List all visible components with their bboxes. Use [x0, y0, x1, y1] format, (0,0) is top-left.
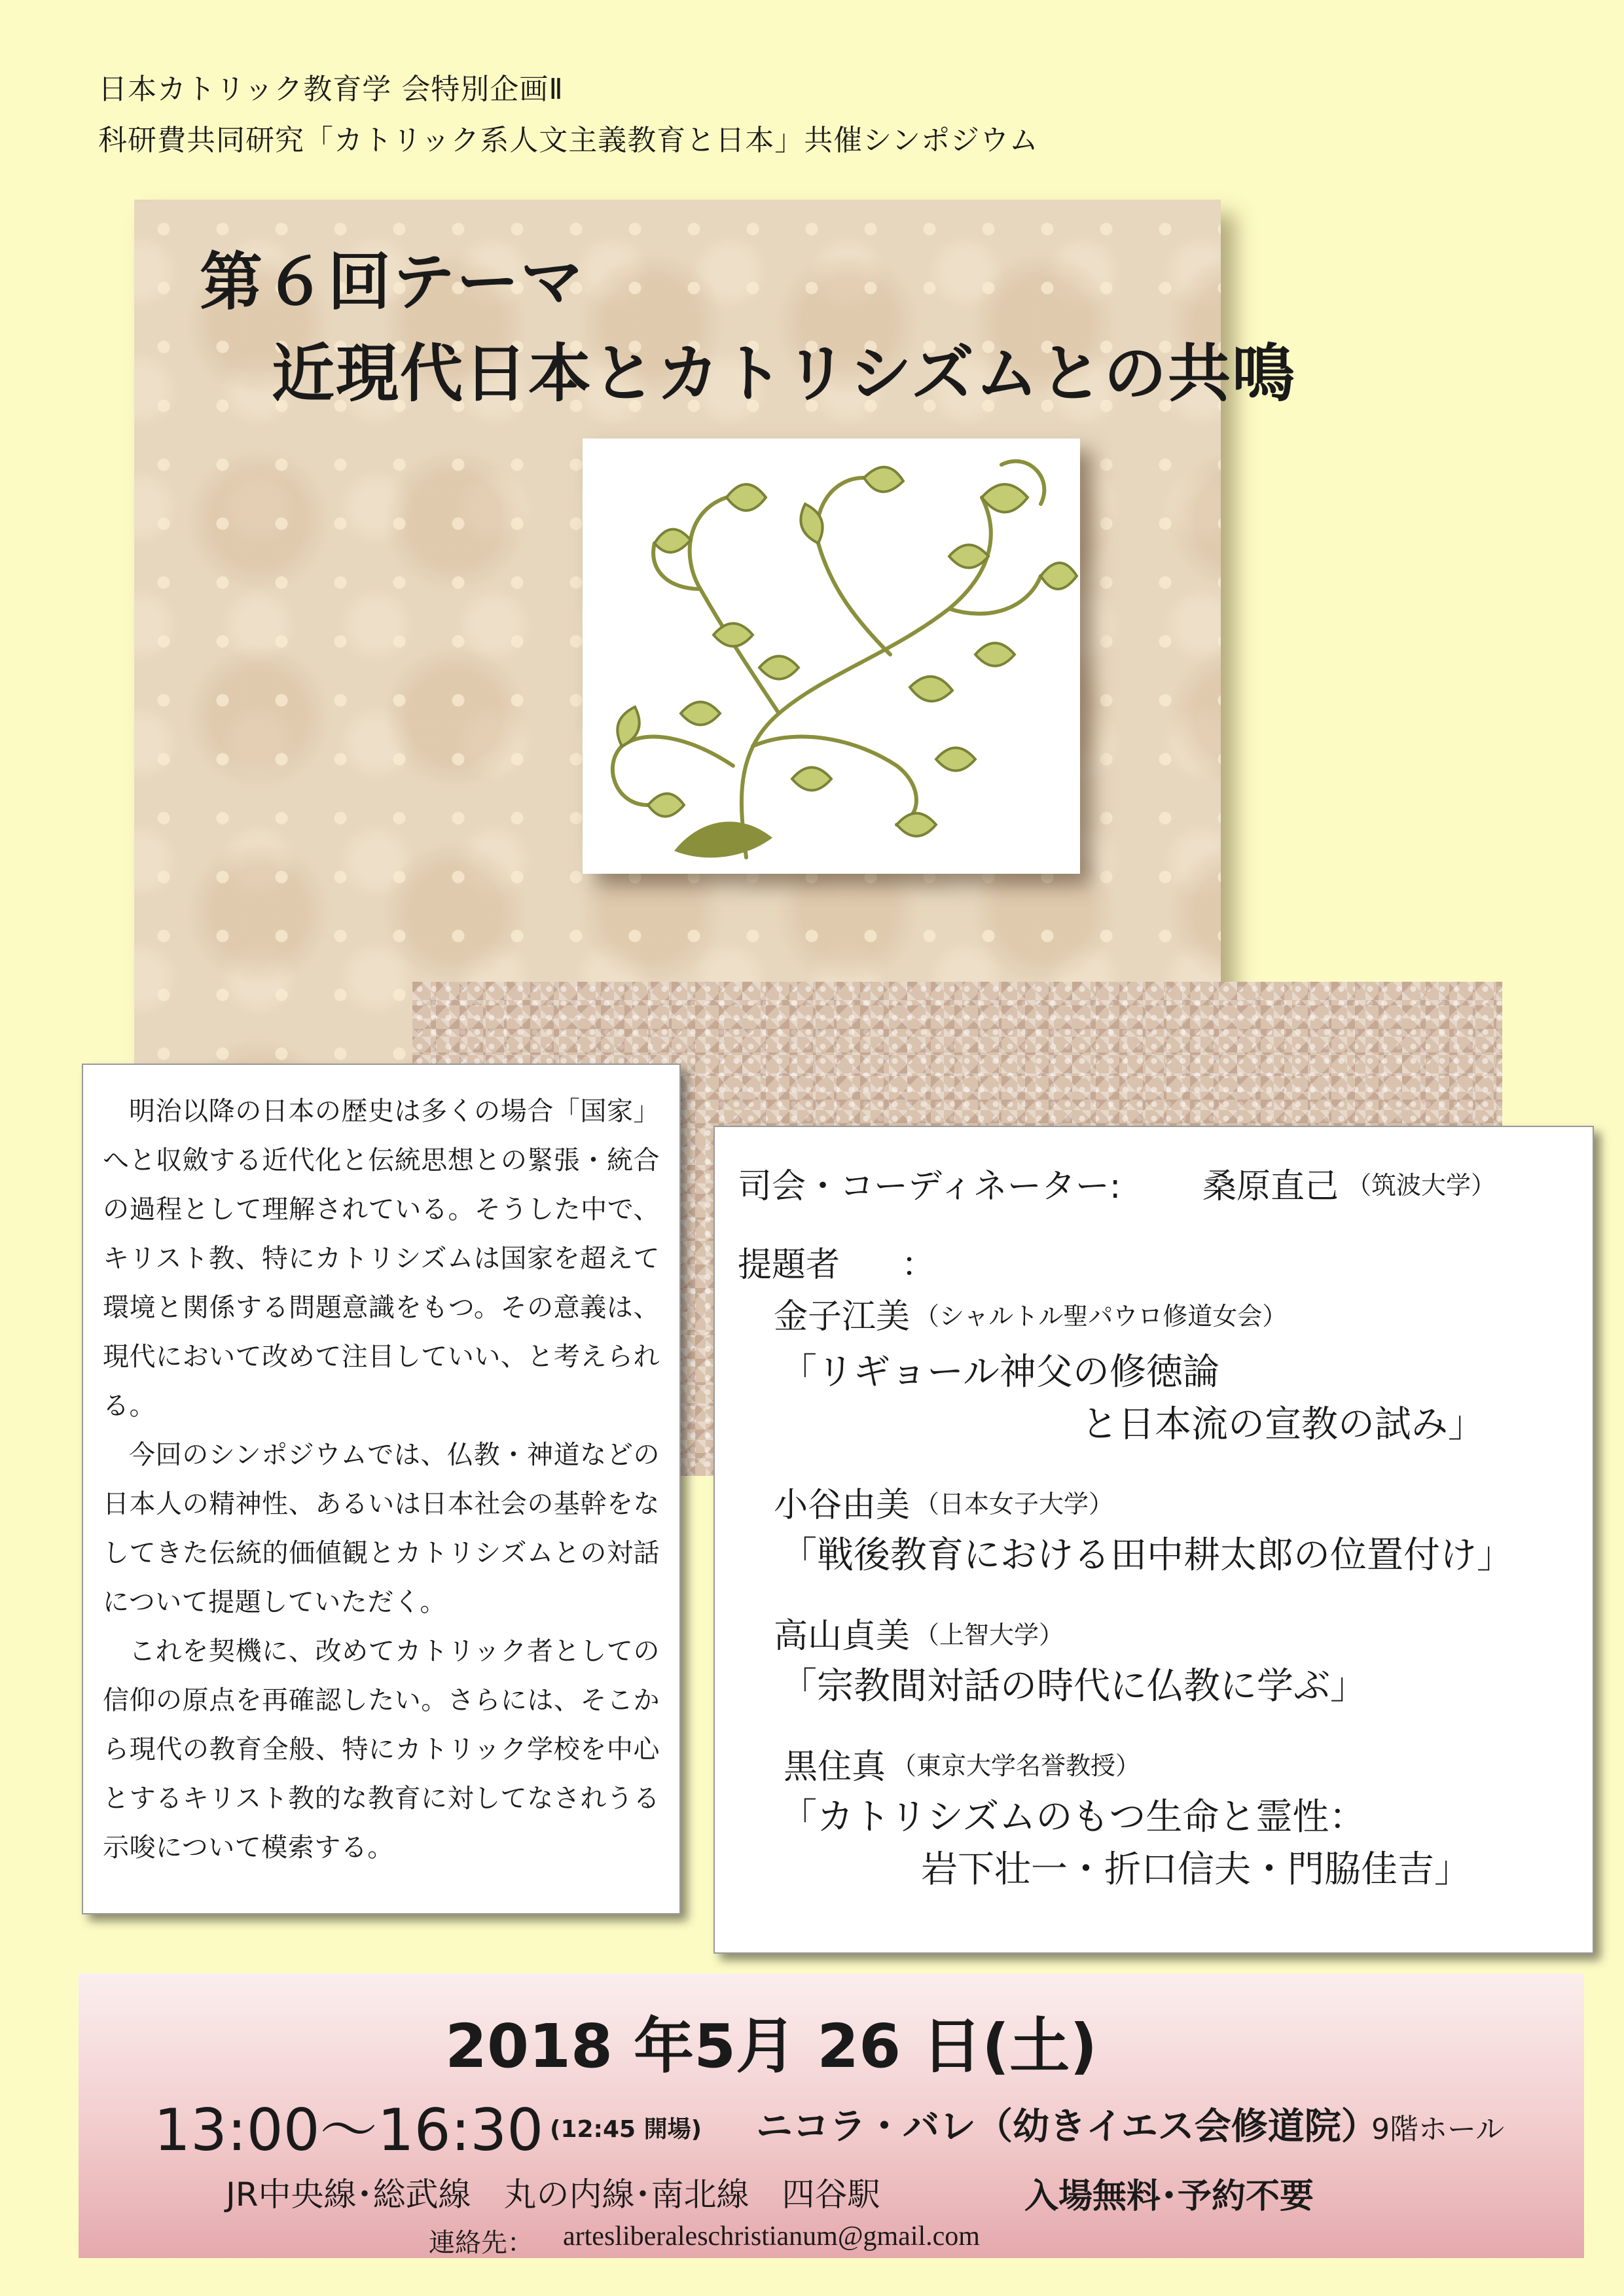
venue: ニコラ・バレ（幼きイエス会修道院）: [756, 2106, 1378, 2148]
presenter-2-talk: 「戦後教育における田中耕太郎の位置付け」: [780, 1534, 1513, 1577]
program-box: [713, 1126, 1594, 1954]
presenter-3-talk: 「宗教間対話の時代に仏教に学ぶ」: [780, 1665, 1367, 1708]
presenter-2-name: 小谷由美: [774, 1486, 911, 1525]
presenters-colon: ：: [901, 1246, 936, 1285]
event-info-footer: [79, 1973, 1584, 2258]
contact-email[interactable]: artesliberaleschristianum@gmail.com: [563, 2221, 980, 2251]
intro-text-box: [82, 1064, 681, 1914]
presenter-3-name: 高山貞美: [774, 1617, 911, 1656]
event-time: 13:00～16:30: [154, 2096, 544, 2164]
presenter-1-talk-line-2: と日本流の宣教の試み」: [1081, 1403, 1485, 1446]
intro-paragraph-2: 今回のシンポジウムでは、仏教・神道などの日本人の精神性、あるいは日本社会の基幹をなしてきた伝統的価値観とカトリシズムとの対話について提題していただく。: [103, 1440, 660, 1617]
header-line-2: 科研費共同研究「カトリック系人文主義教育と日本」共催シンポジウム: [98, 124, 1039, 157]
presenter-1-affiliation: （シャルトル聖パウロ修道女会）: [914, 1302, 1288, 1331]
admission-info: 入場無料･予約不要: [1024, 2177, 1314, 2216]
event-date: 2018 年5月 26 日(土): [445, 2011, 1098, 2081]
moderator-name: 桑原直己: [1202, 1167, 1339, 1206]
intro-paragraph-1: 明治以降の日本の歴史は多くの場合「国家」へと収斂する近代化と伝統思想との緊張・統合の過程として理解されている。そうした中で、キリスト教、特にカトリシズムは国家を超えて環境と関係する問題意識をもつ。その意義は、現代において改めて注目していい、と考えられる。: [103, 1096, 660, 1421]
contact-label: 連絡先：: [429, 2228, 533, 2257]
presenter-4-talk-line-1: 「カトリシズムのもつ生命と霊性：: [780, 1796, 1366, 1839]
theme-title: 近現代日本とカトリシズムとの共鳴: [272, 337, 1297, 410]
presenter-1-name: 金子江美: [774, 1297, 911, 1336]
presenters-label: 提題者: [738, 1246, 840, 1285]
presenter-4-talk-line-2: 岩下壮一・折口信夫・門脇佳吉」: [921, 1848, 1471, 1891]
theme-label: 第６回テーマ: [200, 245, 585, 319]
doors-open: (12:45 開場): [550, 2116, 702, 2143]
moderator-affiliation: （筑波大学）: [1346, 1171, 1496, 1200]
presenter-2-affiliation: （日本女子大学）: [914, 1490, 1114, 1518]
vine-illustration: [583, 439, 1080, 874]
presenter-4-name: 黒住真: [784, 1748, 886, 1787]
moderator-label: 司会・コーディネーター:: [738, 1167, 1121, 1206]
presenter-3-affiliation: （上智大学）: [914, 1621, 1064, 1649]
intro-paragraph-3: これを契機に、改めてカトリック者としての信仰の原点を再確認したい。さらには、そこから現代の教育全般、特にカトリック学校を中心とするキリスト教的な教育に対してなされうる示唆について模索する。: [103, 1636, 660, 1863]
access-info: JR中央線･総武線 丸の内線･南北線 四谷駅: [226, 2176, 880, 2214]
presenter-4-affiliation: （東京大学名誉教授）: [892, 1751, 1141, 1780]
header-line-1: 日本カトリック教育学 会特別企画Ⅱ: [98, 73, 564, 106]
venue-hall: 9階ホール: [1371, 2113, 1505, 2146]
presenter-1-talk-line-1: 「リギョール神父の修徳論: [780, 1351, 1219, 1393]
